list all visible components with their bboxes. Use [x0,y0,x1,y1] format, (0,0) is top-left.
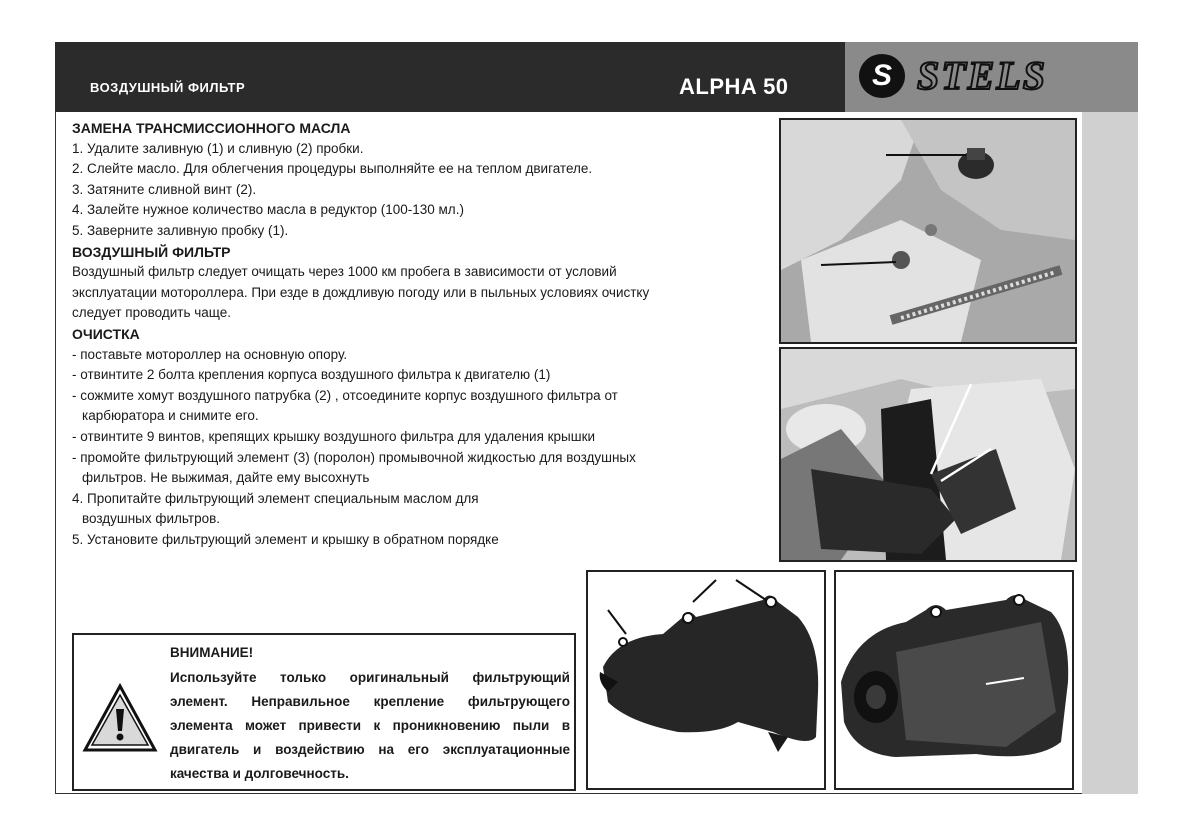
cleaning-heading: ОЧИСТКА [72,325,140,342]
main-text [72,118,772,550]
warning-title: ВНИМАНИЕ! [170,645,254,660]
oil-step: 5. Заверните заливную пробку (1). [72,222,289,238]
side-strip [1082,112,1138,794]
logo-wordmark: STELS [917,53,1048,98]
warning-triangle-icon [82,683,158,753]
header-bar [55,42,845,112]
oil-heading: ЗАМЕНА ТРАНСМИССИОННОГО МАСЛА [72,120,351,136]
logo-letter: S [871,59,892,92]
warning-box [72,633,576,791]
filter-heading: ВОЗДУШНЫЙ ФИЛЬТР [72,243,231,260]
filter-housing-photo [779,347,1077,562]
cleaning-line: 4. Пропитайте фильтрующий элемент специальным маслом для [72,490,479,506]
filter-paragraph-line: следует проводить чаще. [72,305,232,321]
section-title: ВОЗДУШНЫЙ ФИЛЬТР [90,80,246,95]
cleaning-line: фильтров. Не выжимая, дайте ему высохнуть [82,470,370,486]
cleaning-line: - сожмите хомут воздушного патрубка (2) , отсоедините корпус воздушного фильтра от [72,387,618,403]
oil-step: 3. Затяните сливной винт (2). [72,181,257,197]
cleaning-line: - промойте фильтрующий элемент (3) (поролон) промывочной жидкостью для воздушных [72,449,636,465]
brand-logo [845,42,1138,112]
cleaning-line: воздушных фильтров. [82,511,221,527]
model-name: ALPHA 50 [679,74,789,99]
filter-cover-photo [586,570,826,790]
cleaning-line: 5. Установите фильтрующий элемент и крышку в обратном порядке [72,531,499,547]
oil-step: 1. Удалите заливную (1) и сливную (2) пробки. [72,140,364,156]
cleaning-line: карбюратора и снимите его. [82,408,259,424]
oil-step: 4. Залейте нужное количество масла в редуктор (100-130 мл.) [72,202,464,218]
oil-step: 2. Слейте масло. Для облегчения процедуры выполняйте ее на теплом двигателе. [72,161,593,177]
logo-emblem [859,54,905,98]
cleaning-line: - поставьте мотороллер на основную опору. [72,346,348,362]
cleaning-line: - отвинтите 9 винтов, крепящих крышку воздушного фильтра для удаления крышки [72,428,596,444]
filter-element-photo [834,570,1074,790]
filter-paragraph-line: эксплуатации мотороллера. При езде в дождливую погоду или в пыльных условиях очистку [72,284,650,300]
filter-paragraph-line: Воздушный фильтр следует очищать через 1000 км пробега в зависимости от условий [72,264,617,280]
transmission-photo [779,118,1077,344]
cleaning-line: - отвинтите 2 болта крепления корпуса воздушного фильтра к двигателю (1) [72,367,551,383]
warning-text: Используйте только оригинальный фильтрующий элемент. Неправильное крепление фильтрующего элемента может привести к проникновению пыли в двигатель и воздействию на его эксплуатационные качества и долговечность. [170,670,570,781]
